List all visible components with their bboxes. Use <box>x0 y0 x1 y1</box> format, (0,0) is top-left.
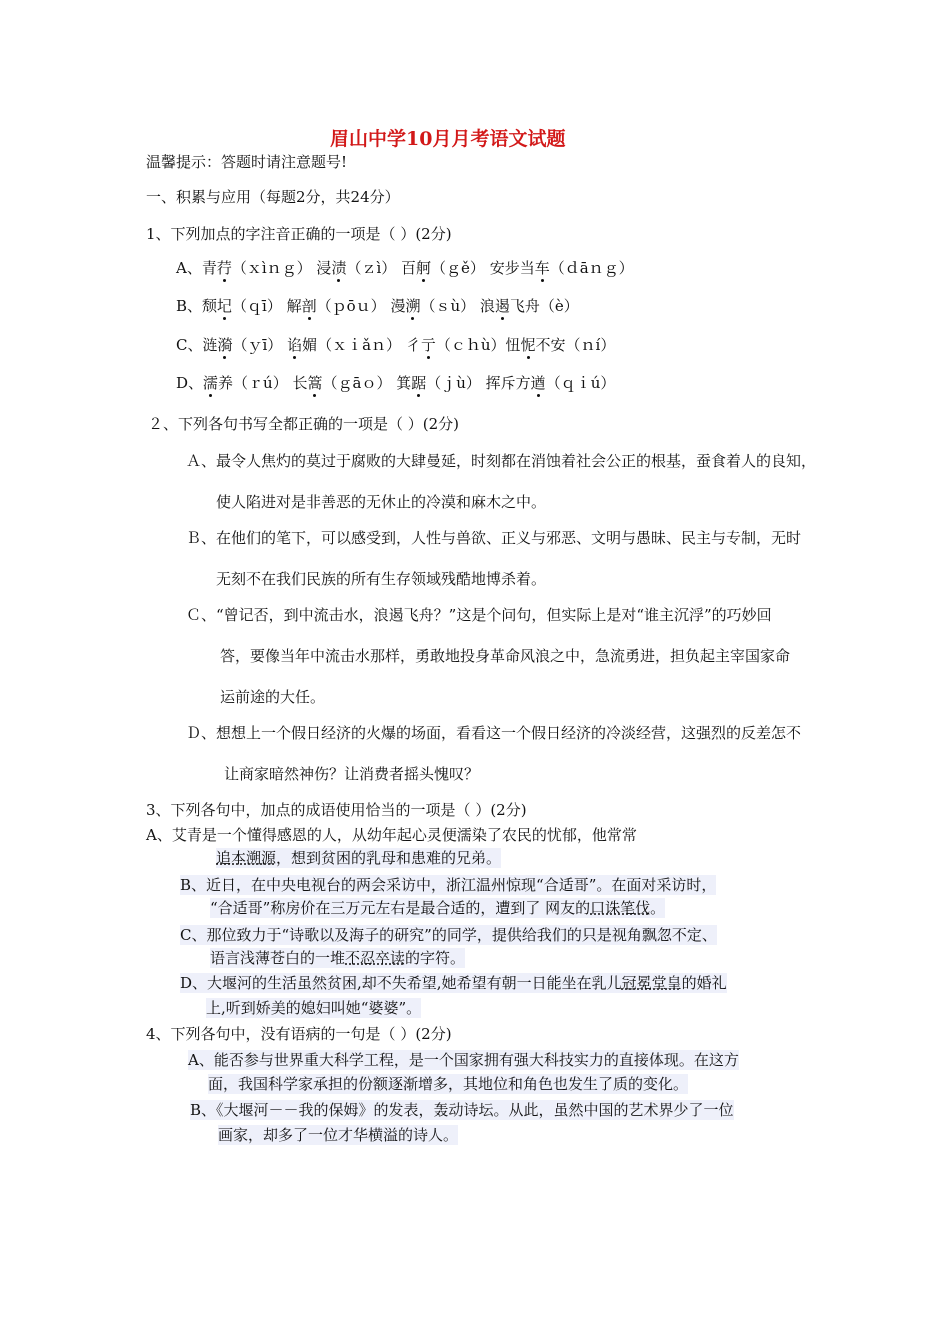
dotted-char: 剖 <box>301 297 317 315</box>
q3-stem: 3、下列各句中，加点的成语使用恰当的一项是（ ）(2分) <box>146 801 527 819</box>
q2-option-d-cont: 让商家暗然神伤？让消费者摇头愧叹？ <box>224 765 480 783</box>
dotted-char: 怩 <box>520 336 536 354</box>
q3-option-d-cont: 上,听到娇美的媳妇叫她“婆婆”。 <box>206 999 422 1017</box>
dotted-idiom: 不忍卒读 <box>345 949 406 967</box>
dotted-char: 亍 <box>420 336 436 354</box>
q1-option-d: D、濡养（ｒú） 长篙（ｇāｏ） 箕踞（ｊù） 挥斥方遒（ｑｉú） <box>176 374 616 392</box>
q4-option-b: B、《大堰河－－我的保姆》的发表，轰动诗坛。从此，虽然中国的艺术界少了一位 <box>190 1101 734 1119</box>
q2-option-b: Ｂ、在他们的笔下，可以感受到，人性与兽欲、正义与邪恶、文明与愚昧、民主与专制，无时 <box>186 529 802 547</box>
q1-option-c: C、涟漪（ｙī） 谄媚（ｘｉǎｎ） 彳亍（ｃｈù）忸怩不安（ｎí） <box>176 336 616 354</box>
q3-option-d: D、大堰河的生活虽然贫困,却不失希望,她希望有朝一日能坐在乳儿冠冕堂皇的婚礼 <box>180 974 727 992</box>
dotted-char: 踞 <box>411 374 427 392</box>
q2-option-a-cont: 使人陷进对是非善恶的无休止的冷漠和麻木之中。 <box>216 493 547 511</box>
q4-stem: 4、下列各句中，没有语病的一句是（ ）(2分) <box>146 1025 452 1043</box>
q1-stem: 1、下列加点的字注音正确的一项是（ ）(2分) <box>146 225 452 243</box>
q2-option-b-cont: 无刻不在我们民族的所有生存领域残酷地博杀着。 <box>216 570 547 588</box>
section-heading: 一、积累与应用（每题2分，共24分） <box>146 188 400 206</box>
q3-option-c: C、那位致力于“诗歌以及海子的研究”的同学，提供给我们的只是视角飘忽不定、 <box>180 926 717 944</box>
q2-option-a: Ａ、最令人焦灼的莫过于腐败的大肆曼延，时刻都在消蚀着社会公正的根基，蚕食着人的良知， <box>186 452 817 470</box>
q4-option-a-cont: 面，我国科学家承担的份额逐渐增多，其地位和角色也发生了质的变化。 <box>208 1075 689 1093</box>
q1-option-a: A、青荇（ｘìｎｇ） 浸渍（ｚì） 百舸（ｇě） 安步当车（ｄāｎｇ） <box>176 259 634 277</box>
q2-option-c: Ｃ、“曾记否，到中流击水，浪遏飞舟？”这是个问句，但实际上是对“谁主沉浮”的巧妙回 <box>186 606 772 624</box>
dotted-idiom: 冠冕堂皇 <box>621 974 682 992</box>
q3-option-b: B、近日，在中央电视台的两会采访中，浙江温州惊现“合适哥”。在面对采访时， <box>180 876 717 894</box>
dotted-idiom: 口诛笔伐 <box>590 899 651 917</box>
q2-option-c-cont1: 答，要像当年中流击水那样，勇敢地投身革命风浪之中，急流勇进，担负起主宰国家命 <box>220 647 791 665</box>
dotted-char: 遒 <box>530 374 546 392</box>
q3-option-c-cont: 语言浅薄苍白的一堆不忍卒读的字符。 <box>210 949 466 967</box>
q2-stem: ２、下列各句书写全都正确的一项是（ ）(2分) <box>148 415 460 433</box>
page-title: 眉山中学10月月考语文试题 <box>330 128 566 150</box>
dotted-char: 谄 <box>287 336 303 354</box>
dotted-idiom: 追本溯源 <box>216 849 277 867</box>
q2-option-d: Ｄ、想想上一个假日经济的火爆的场面，看看这一个假日经济的冷淡经营，这强烈的反差怎不 <box>186 724 802 742</box>
dotted-char: 渍 <box>331 259 347 277</box>
q3-option-b-cont: “合适哥”称房价在三万元左右是最合适的，遭到了 网友的口诛笔伐。 <box>210 899 666 917</box>
tip-text: 温馨提示：答题时请注意题号! <box>146 153 348 171</box>
dotted-char: 漪 <box>217 336 233 354</box>
q2-option-c-cont2: 运前途的大任。 <box>220 688 326 706</box>
q4-option-a: A、能否参与世界重大科学工程，是一个国家拥有强大科技实力的直接体现。在这方 <box>188 1051 739 1069</box>
dotted-char: 圮 <box>217 297 233 315</box>
q3-option-a: A、艾青是一个懂得感恩的人，从幼年起心灵便濡染了农民的忧郁，他常常 <box>146 826 637 844</box>
q1-option-b: B、颓圮（ｑī） 解剖（ｐōｕ） 漫溯（ｓù） 浪遏飞舟（è） <box>176 297 579 315</box>
dotted-char: 溯 <box>405 297 421 315</box>
dotted-char: 舸 <box>416 259 432 277</box>
q4-option-b-cont: 画家，却多了一位才华横溢的诗人。 <box>218 1126 459 1144</box>
q3-option-a-cont: 追本溯源，想到贫困的乳母和患难的兄弟。 <box>216 849 502 867</box>
dotted-char: 遏 <box>494 297 510 315</box>
dotted-char: 濡 <box>203 374 219 392</box>
dotted-char: 车 <box>534 259 550 277</box>
dotted-char: 篙 <box>307 374 323 392</box>
dotted-char: 荇 <box>216 259 232 277</box>
